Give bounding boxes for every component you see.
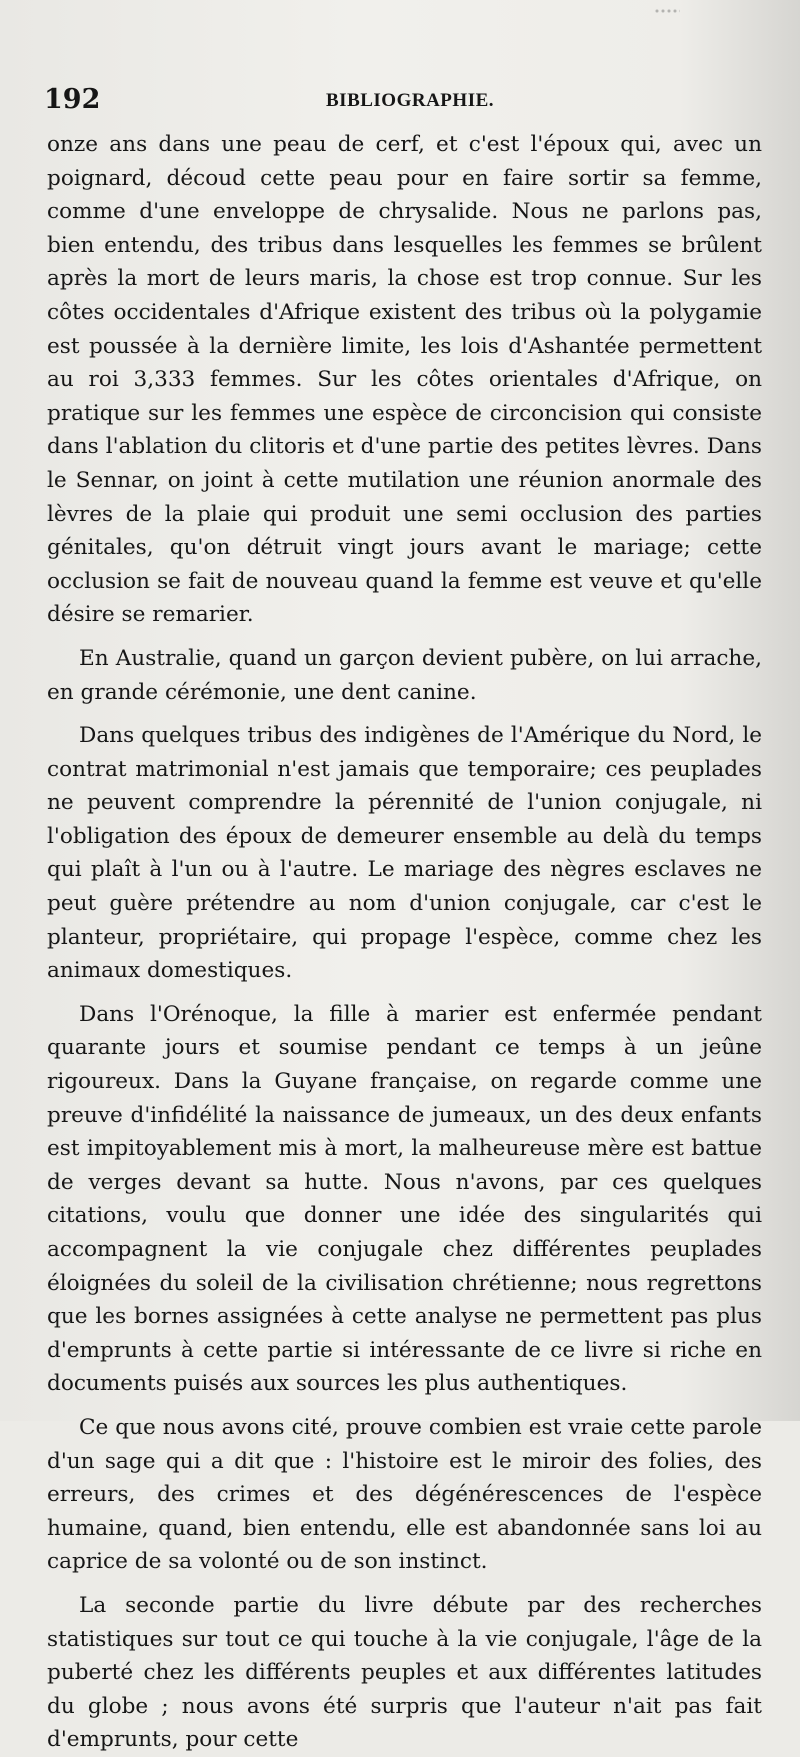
paragraph: La seconde partie du livre débute par des recherches statistiques sur tout ce qui touche à la vie conjugale, l'âge de la puberté chez les différents peuples et aux différentes latitudes du globe ; nous avons été surpris que l'auteur n'ait pas fait d'emprunts, pour cette bbox=[47, 1592, 762, 1753]
paragraph: Ce que nous avons cité, prouve combien est vraie cette parole d'un sage qui a dit que : l'histoire est le miroir des folies, des erreurs, des crimes et des dégénérescences de l'espèce humaine, quand, bien entendu, elle est abandonnée sans loi au caprice de sa volonté ou de son instinct. bbox=[47, 1414, 762, 1575]
paragraph: Dans l'Orénoque, la fille à marier est enfermée pendant quarante jours et soumise pendant ce temps à un jeûne rigoureux. Dans la Guyane française, on regarde comme une preuve d'infidélité la naissance de jumeaux, un des deux enfants est impitoyablement mis à mort, la malheureuse mère est battue de verges devant sa hutte. Nous n'avons, par ces quelques citations, voulu que donner une idée des singularités qui accompagnent la vie conjugale chez différentes peuplades éloignées du soleil de la civilisation chrétienne; nous regrettons que les bornes assignées à cette analyse ne permettent pas plus d'emprunts à cette partie si intéressante de ce livre si riche en documents puisés aux sources les plus authentiques. bbox=[47, 1001, 762, 1397]
body-text bbox=[47, 128, 762, 1757]
page-number: 192 bbox=[44, 84, 101, 115]
running-title: BIBLIOGRAPHIE. bbox=[326, 90, 495, 111]
page-header bbox=[44, 84, 764, 120]
paragraph: onze ans dans une peau de cerf, et c'est l'époux qui, avec un poignard, découd cette peau pour en faire sortir sa femme, comme d'une enveloppe de chrysalide. Nous ne parlons pas, bien entendu, des tribus dans lesquelles les femmes se brûlent après la mort de leurs maris, la chose est trop connue. Sur les côtes occidentales d'Afrique existent des tribus où la polygamie est poussée à la dernière limite, les lois d'Ashantée permettent au roi 3,333 femmes. Sur les côtes orientales d'Afrique, on pratique sur les femmes une espèce de circoncision qui consiste dans l'ablation du clitoris et d'une partie des petites lèvres. Dans le Sennar, on joint à cette mutilation une réunion anormale des lèvres de la plaie qui produit une semi occlusion des parties génitales, qu'on détruit vingt jours avant le mariage; cette occlusion se fait de nouveau quand la femme est veuve et qu'elle désire se remarier. bbox=[47, 132, 762, 628]
paragraph: Dans quelques tribus des indigènes de l'Amérique du Nord, le contrat matrimonial n'est jamais que temporaire; ces peuplades ne peuvent comprendre la pérennité de l'union conjugale, ni l'obligation des époux de demeurer ensemble au delà du temps qui plaît à l'un ou à l'autre. Le mariage des nègres esclaves ne peut guère prétendre au nom d'union conjugale, car c'est le planteur, propriétaire, qui propage l'espèce, comme chez les animaux domestiques. bbox=[47, 723, 762, 984]
ink-speck bbox=[654, 8, 680, 14]
paragraph: En Australie, quand un garçon devient pubère, on lui arrache, en grande cérémonie, une dent canine. bbox=[47, 645, 762, 705]
